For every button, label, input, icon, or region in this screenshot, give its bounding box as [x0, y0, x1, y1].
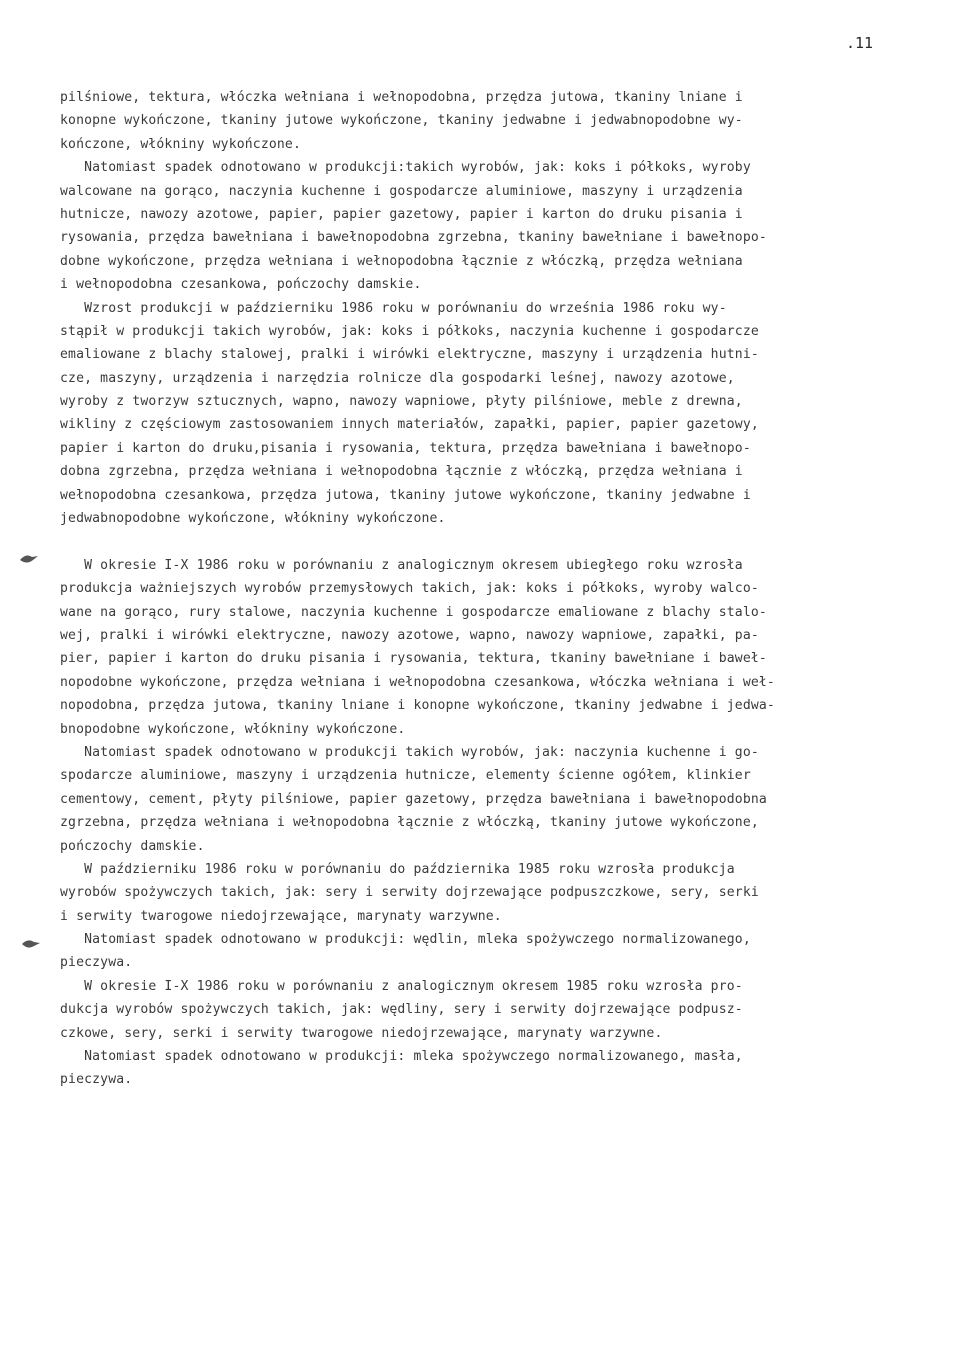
text-line: konopne wykończone, tkaniny jutowe wykończone, tkaniny jedwabne i jedwabnopodobne wy-	[60, 113, 743, 129]
text-line: rysowania, przędza bawełniana i bawełnopodobna zgrzebna, tkaniny bawełniane i bawełnopo-	[60, 230, 767, 246]
text-line: wej, pralki i wirówki elektryczne, nawozy azotowe, wapno, nawozy wapniowe, zapałki, pa-	[60, 627, 759, 643]
text-line	[60, 530, 900, 553]
text-line: Natomiast spadek odnotowano w produkcji: mleka spożywczego normalizowanego, masła,	[60, 1049, 743, 1065]
text-line: zgrzebna, przędza wełniana i wełnopodobna łącznie z włóczką, tkaniny jutowe wykończone,	[60, 815, 759, 831]
text-line: walcowane na gorąco, naczynia kuchenne i gospodarcze aluminiowe, maszyny i urządzenia	[60, 183, 743, 199]
text-line: i wełnopodobna czesankowa, pończochy damskie.	[60, 277, 422, 293]
text-line: Natomiast spadek odnotowano w produkcji: wędlin, mleka spożywczego normalizowanego,	[60, 932, 751, 948]
text-line: wane na gorąco, rury stalowe, naczynia kuchenne i gospodarcze emaliowane z blachy stalo-	[60, 604, 767, 620]
text-line: pier, papier i karton do druku pisania i rysowania, tektura, tkaniny bawełniane i baweł-	[60, 651, 767, 667]
text-line: cementowy, cement, płyty pilśniowe, papier gazetowy, przędza bawełniana i bawełnopodobna	[60, 791, 767, 807]
text-line: i serwity twarogowe niedojrzewające, marynaty warzywne.	[60, 908, 502, 924]
text-line: czkowe, sery, serki i serwity twarogowe niedojrzewające, marynaty warzywne.	[60, 1025, 663, 1041]
text-line: hutnicze, nawozy azotowe, papier, papier gazetowy, papier i karton do druku pisania i	[60, 206, 743, 222]
text-line: pończochy damskie.	[60, 838, 205, 854]
text-line: bnopodobne wykończone, włókniny wykończone.	[60, 721, 406, 737]
text-line: kończone, włókniny wykończone.	[60, 136, 301, 152]
text-line: pieczywa.	[60, 955, 133, 971]
text-line: nopodobne wykończone, przędza wełniana i wełnopodobna czesankowa, włóczka wełniana i weł-	[60, 674, 775, 690]
text-line: wyrobów spożywczych takich, jak: sery i serwity dojrzewające podpuszczkowe, sery, serki	[60, 885, 759, 901]
text-line: wełnopodobna czesankowa, przędza jutowa, tkaniny jutowe wykończone, tkaniny jedwabne i	[60, 487, 751, 503]
text-line: stąpił w produkcji takich wyrobów, jak: koks i półkoks, naczynia kuchenne i gospodarcze	[60, 323, 759, 339]
text-line: nopodobna, przędza jutowa, tkaniny lniane i konopne wykończone, tkaniny jedwabne i jedwa-	[60, 698, 775, 714]
text-line: wyroby z tworzyw sztucznych, wapno, nawozy wapniowe, płyty pilśniowe, meble z drewna,	[60, 394, 743, 410]
text-line: Natomiast spadek odnotowano w produkcji:takich wyrobów, jak: koks i półkoks, wyroby	[60, 160, 751, 176]
text-line: produkcja ważniejszych wyrobów przemysłowych takich, jak: koks i półkoks, wyroby walco-	[60, 581, 759, 597]
text-line: W okresie I-X 1986 roku w porównaniu z analogicznym okresem 1985 roku wzrosła pro-	[60, 978, 743, 994]
page-number: .11	[846, 34, 874, 52]
text-line: pilśniowe, tektura, włóczka wełniana i wełnopodobna, przędza jutowa, tkaniny lniane i	[60, 90, 743, 105]
text-line: cze, maszyny, urządzenia i narzędzia rolnicze dla gospodarki leśnej, nawozy azotowe,	[60, 370, 735, 386]
text-line: W październiku 1986 roku w porównaniu do października 1985 roku wzrosła produkcja	[60, 861, 735, 877]
document-body	[60, 86, 900, 1092]
text-line: jedwabnopodobne wykończone, włókniny wykończone.	[60, 511, 446, 527]
binder-hole-mark-icon	[18, 551, 40, 567]
text-line: dobna zgrzebna, przędza wełniana i wełnopodobna łącznie z włóczką, przędza wełniana i	[60, 464, 743, 480]
text-line: emaliowane z blachy stalowej, pralki i wirówki elektryczne, maszyny i urządzenia hutni-	[60, 347, 759, 363]
text-line: Wzrost produkcji w październiku 1986 roku w porównaniu do września 1986 roku wy-	[60, 300, 727, 316]
text-line: W okresie I-X 1986 roku w porównaniu z analogicznym okresem ubiegłego roku wzrosła	[60, 557, 743, 573]
text-line: wikliny z częściowym zastosowaniem innych materiałów, zapałki, papier, papier gazetowy,	[60, 417, 759, 433]
text-line: spodarcze aluminiowe, maszyny i urządzenia hutnicze, elementy ścienne ogółem, klinkier	[60, 768, 751, 784]
text-line: papier i karton do druku,pisania i rysowania, tektura, przędza bawełniana i bawełnopo-	[60, 440, 751, 456]
text-line: dukcja wyrobów spożywczych takich, jak: wędliny, sery i serwity dojrzewające podpusz-	[60, 1002, 743, 1018]
text-line: Natomiast spadek odnotowano w produkcji takich wyrobów, jak: naczynia kuchenne i go-	[60, 744, 759, 760]
text-line: pieczywa.	[60, 1072, 133, 1088]
text-line: dobne wykończone, przędza wełniana i wełnopodobna łącznie z włóczką, przędza wełniana	[60, 253, 743, 269]
binder-hole-mark-icon	[20, 936, 42, 952]
